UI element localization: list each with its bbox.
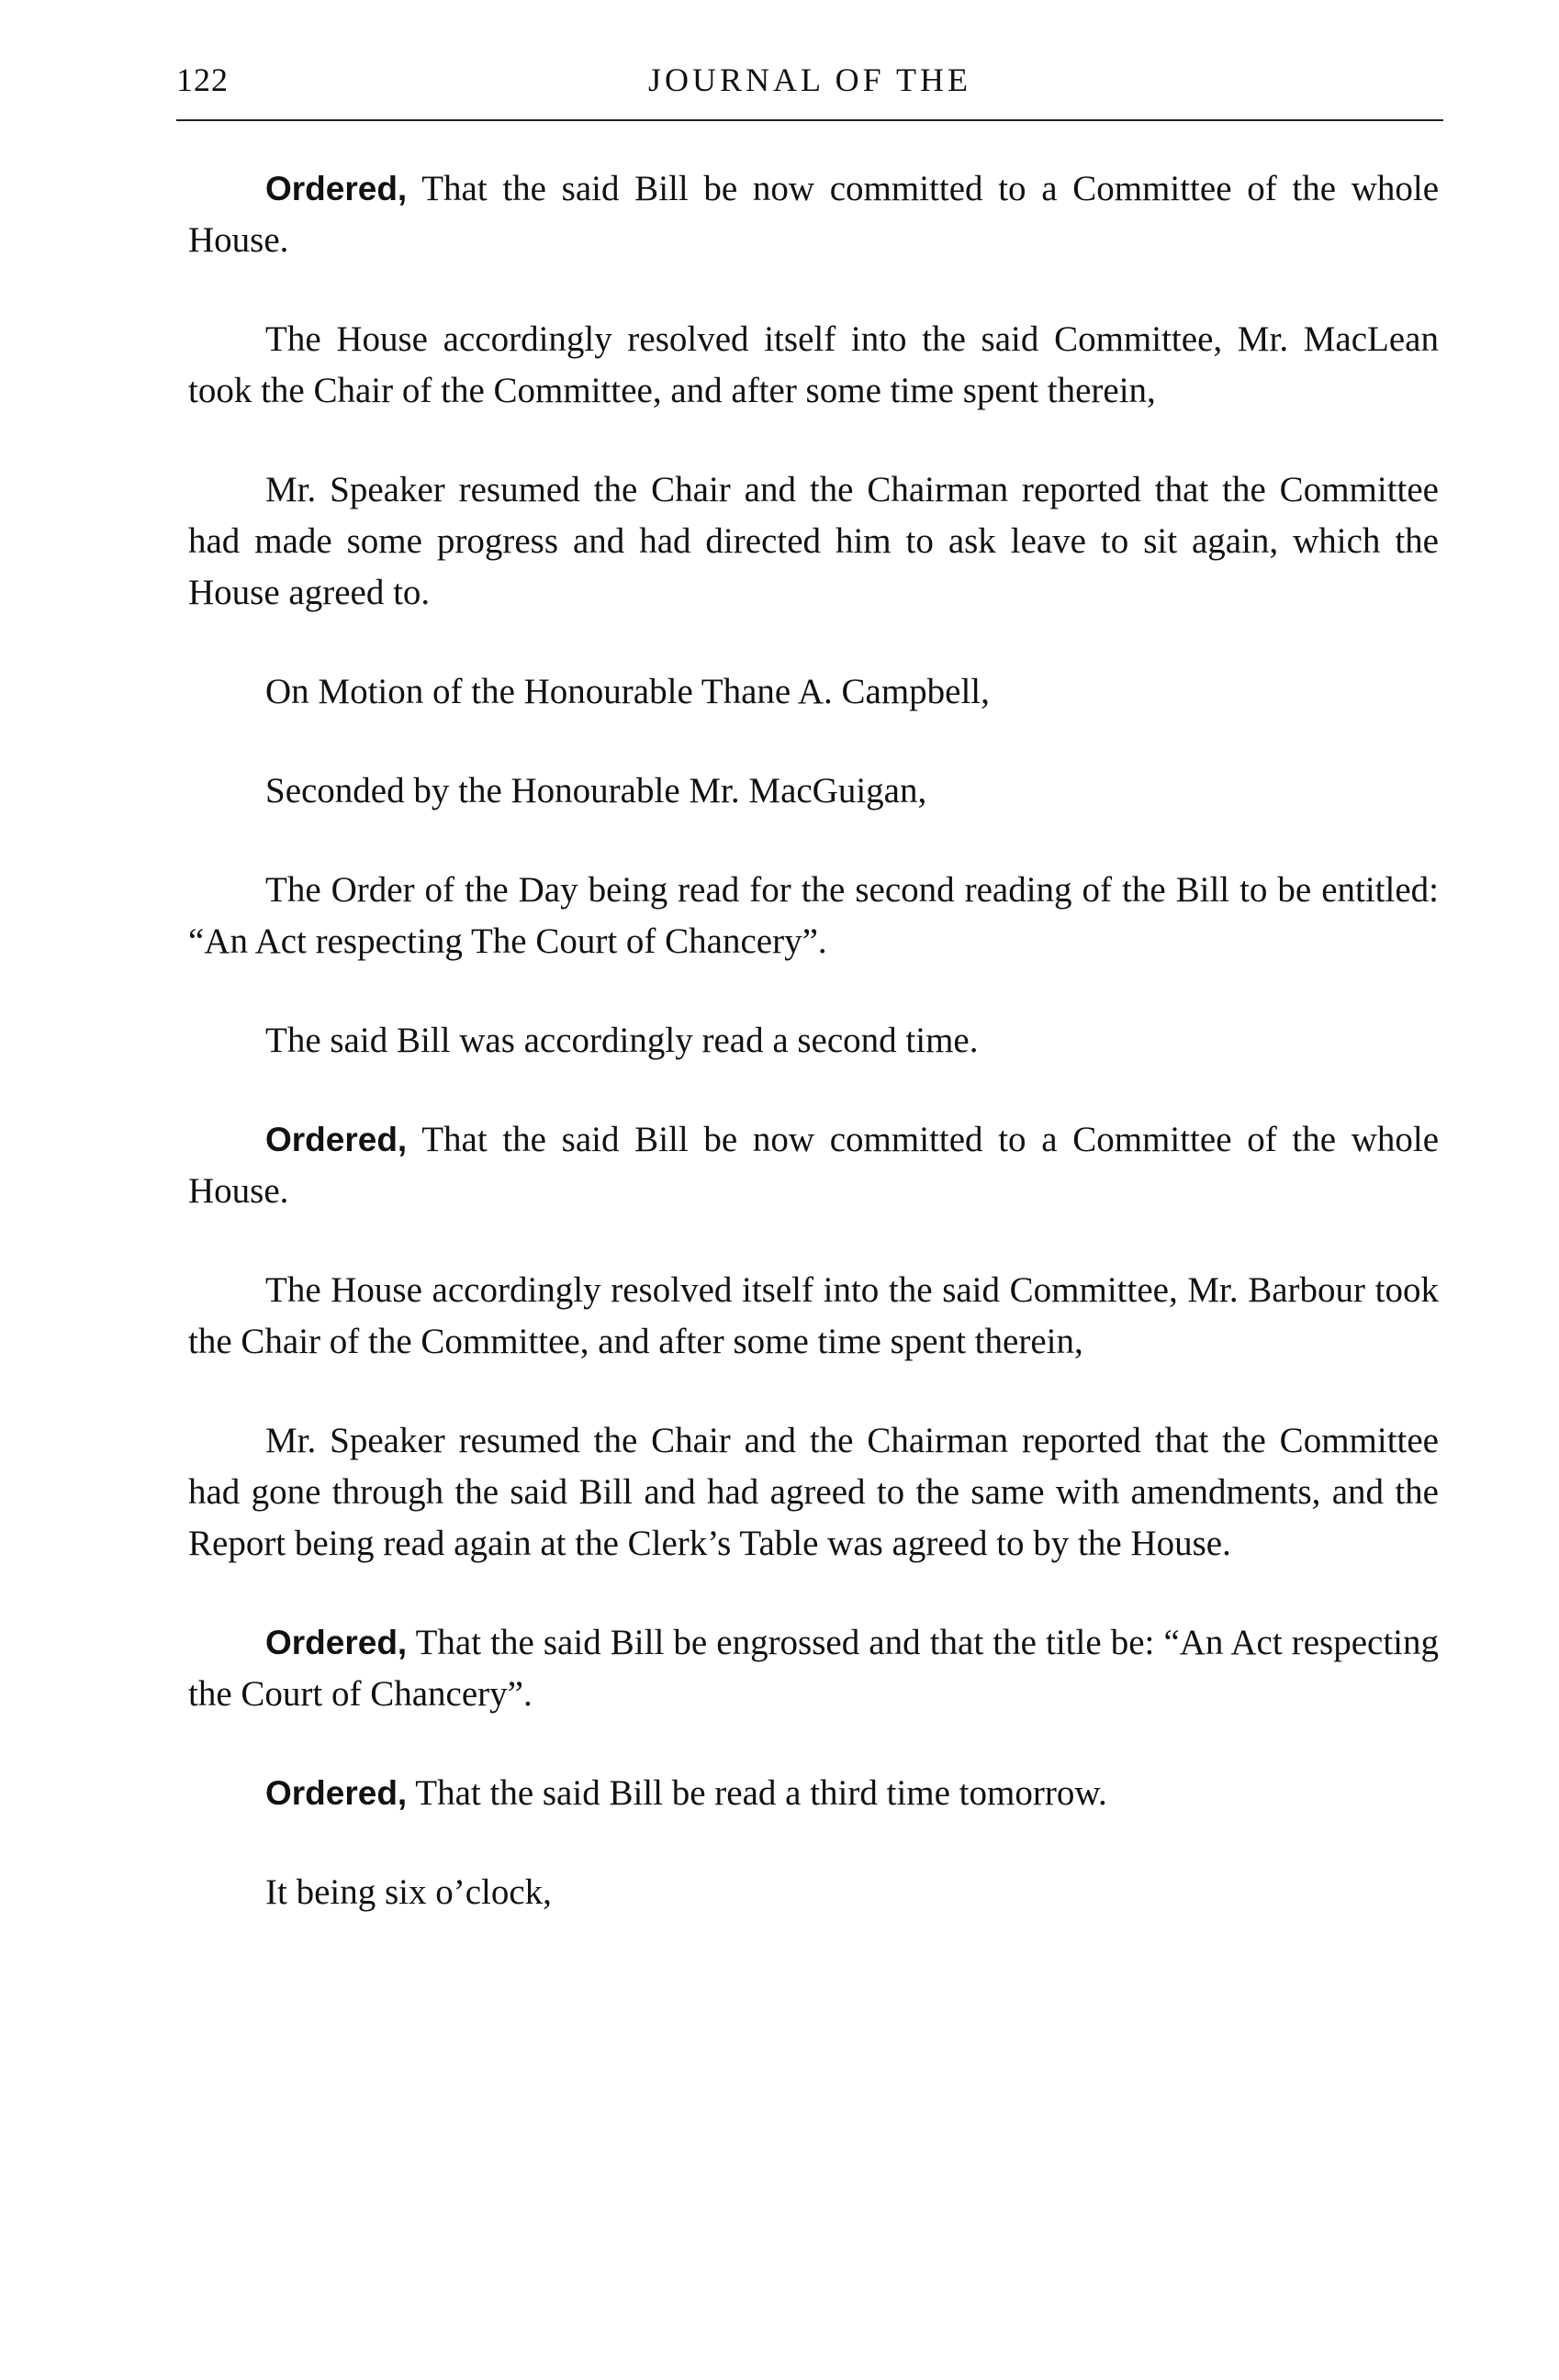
paragraph-text: The Order of the Day being read for the second reading of the Bill to be entitled: “An Act respecting The Court of Chancery”. — [188, 870, 1439, 961]
page-number: 122 — [176, 61, 229, 98]
paragraph-motion — [188, 666, 1439, 718]
ordered-lead: Ordered, — [265, 1624, 408, 1661]
paragraph-text: Mr. Speaker resumed the Chair and the Chairman reported that the Committee had made some progress and had directed him to ask leave to sit again, which the House agreed to. — [188, 470, 1439, 612]
paragraph-ordered-engrossed — [188, 1617, 1439, 1720]
paragraph-text: It being six o’clock, — [265, 1872, 552, 1912]
running-head: JOURNAL OF THE — [647, 61, 971, 98]
paragraph-text: That the said Bill be read a third time tomorrow. — [407, 1773, 1107, 1813]
paragraph-text: Seconded by the Honourable Mr. MacGuigan, — [265, 771, 927, 810]
paragraph-text: That the said Bill be now committed to a Committee of the whole House. — [188, 169, 1439, 260]
header-rule — [176, 119, 1443, 121]
paragraph-progress-report — [188, 464, 1439, 619]
paragraph-text: That the said Bill be engrossed and that the title be: “An Act respecting the Court of Chancery”. — [188, 1623, 1439, 1714]
ordered-lead: Ordered, — [265, 1121, 408, 1158]
ordered-lead: Ordered, — [265, 1774, 408, 1812]
paragraph-ordered-committee-1 — [188, 163, 1439, 266]
paragraph-text: Mr. Speaker resumed the Chair and the Chairman reported that the Committee had gone through the said Bill and had agreed to the same with amendments, and the Report being read again at the Clerk’s Table was agreed to by the House. — [188, 1421, 1439, 1563]
paragraph-text: The House accordingly resolved itself into the said Committee, Mr. MacLean took the Chair of the Committee, and after some time spent therein, — [188, 319, 1439, 410]
paragraph-committee-barbour — [188, 1265, 1439, 1368]
paragraph-amendments-report — [188, 1415, 1439, 1570]
paragraph-text: The said Bill was accordingly read a second time. — [265, 1021, 979, 1060]
paragraph-ordered-committee-2 — [188, 1114, 1439, 1217]
page-header — [176, 55, 1443, 119]
paragraph-seconded — [188, 765, 1439, 817]
ordered-lead: Ordered, — [265, 170, 408, 207]
paragraph-text: On Motion of the Honourable Thane A. Campbell, — [265, 672, 990, 711]
paragraph-second-reading — [188, 1015, 1439, 1067]
paragraph-six-oclock — [188, 1867, 1439, 1918]
paragraph-order-of-day — [188, 865, 1439, 967]
journal-body — [188, 163, 1439, 1966]
paragraph-text: The House accordingly resolved itself into the said Committee, Mr. Barbour took the Chair of the Committee, and after some time spent therein, — [188, 1270, 1439, 1361]
paragraph-ordered-third-reading — [188, 1768, 1439, 1819]
paragraph-text: That the said Bill be now committed to a Committee of the whole House. — [188, 1120, 1439, 1211]
paragraph-committee-maclean — [188, 314, 1439, 417]
